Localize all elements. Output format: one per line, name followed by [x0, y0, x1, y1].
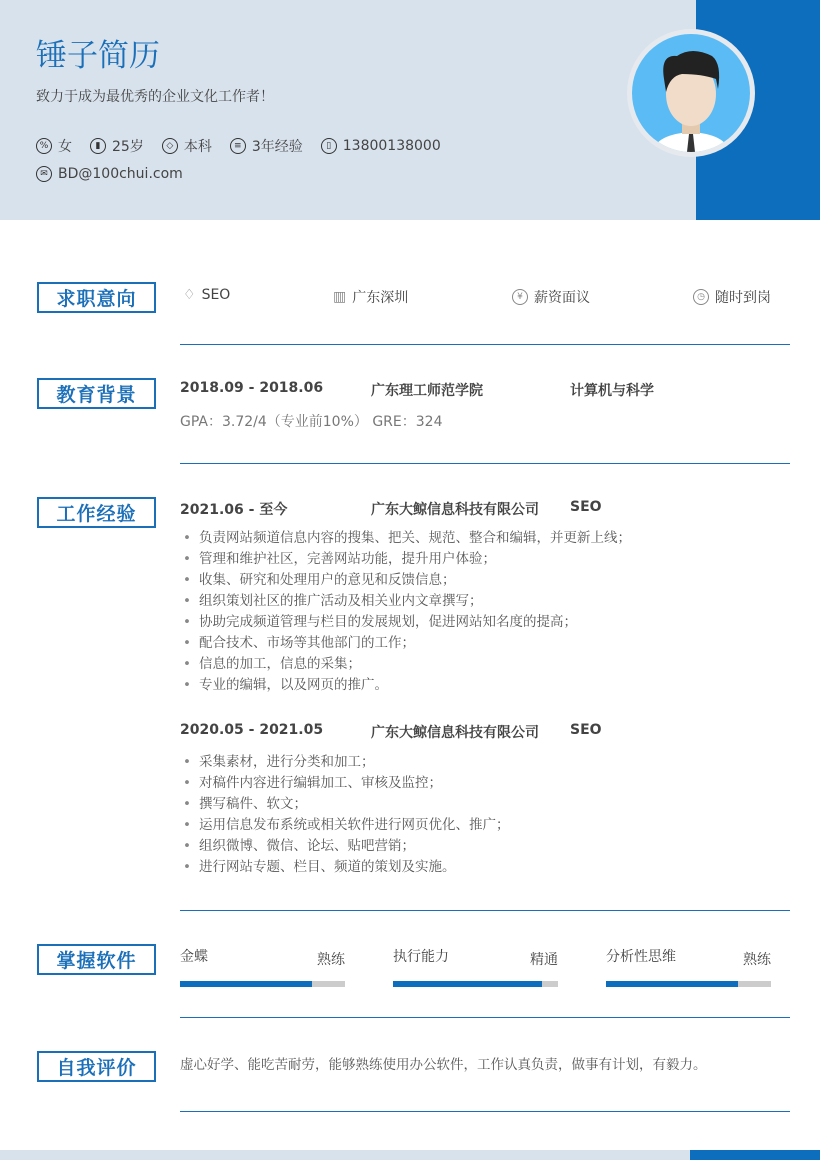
- skill-level: 熟练: [317, 952, 345, 968]
- job-duties: [183, 528, 631, 696]
- building-icon: ▥: [333, 289, 347, 305]
- duty-item: • 采集素材，进行分类和加工；: [183, 752, 509, 773]
- duty-item: • 组织微博、微信、论坛、贴吧营销；: [183, 836, 509, 857]
- intent-text: SEO: [201, 287, 231, 303]
- avatar: [627, 29, 755, 157]
- duty-item: • 信息的加工，信息的采集；: [183, 654, 631, 675]
- intent-text: 随时到岗: [715, 290, 771, 306]
- duty-item: • 进行网站专题、栏目、频道的策划及实施。: [183, 857, 509, 878]
- divider: [180, 910, 790, 911]
- intent-position: [183, 287, 230, 303]
- skill-item: [180, 946, 345, 987]
- duty-item: • 组织策划社区的推广活动及相关业内文章撰写；: [183, 591, 631, 612]
- section-title-self: 自我评价: [37, 1051, 156, 1082]
- divider: [180, 344, 790, 345]
- skill-bar: [606, 981, 771, 987]
- skill-item: [606, 946, 771, 987]
- education-major: 计算机与科学: [570, 383, 654, 399]
- skill-name: 分析性思维: [606, 949, 676, 965]
- skill-level: 精通: [530, 952, 558, 968]
- info-experience: [230, 136, 303, 156]
- job-date: 2021.06 - 至今: [180, 502, 288, 518]
- info-text: 本科: [183, 139, 212, 155]
- divider: [180, 463, 790, 464]
- skill-bar: [180, 981, 345, 987]
- email-icon: ✉: [36, 166, 52, 182]
- education-detail: GPA：3.72/4（专业前10%） GRE：324: [180, 414, 443, 430]
- intent-text: 薪资面议: [534, 290, 590, 306]
- duty-item: • 对稿件内容进行编辑加工、审核及监控；: [183, 773, 509, 794]
- duty-item: • 撰写稿件、软文；: [183, 794, 509, 815]
- yen-icon: ¥: [512, 289, 528, 305]
- job-duties: [183, 752, 509, 878]
- job-role: SEO: [570, 722, 602, 738]
- intent-text: 广东深圳: [352, 290, 409, 306]
- resume-name: 锤子简历: [36, 38, 160, 74]
- duty-item: • 专业的编辑，以及网页的推广。: [183, 675, 631, 696]
- info-gender: [36, 136, 72, 156]
- skill-bar: [393, 981, 558, 987]
- intent-location: [333, 287, 408, 307]
- info-education: [162, 136, 212, 156]
- skill-name: 执行能力: [393, 949, 449, 965]
- info-phone: [321, 136, 441, 156]
- intent-salary: [512, 287, 590, 307]
- avatar-illustration: [632, 34, 750, 152]
- job-role: SEO: [570, 499, 602, 515]
- info-text: 13800138000: [342, 138, 441, 154]
- skill-bar-fill: [606, 981, 738, 987]
- personal-info: [36, 136, 441, 156]
- duty-item: • 运用信息发布系统或相关软件进行网页优化、推广；: [183, 815, 509, 836]
- divider: [180, 1111, 790, 1112]
- education-school: 广东理工师范学院: [371, 383, 483, 399]
- job-date: 2020.05 - 2021.05: [180, 722, 324, 738]
- duty-item: • 收集、研究和处理用户的意见和反馈信息；: [183, 570, 631, 591]
- section-title-work: 工作经验: [37, 497, 156, 528]
- info-text: 3年经验: [251, 139, 303, 155]
- gender-icon: %: [36, 138, 52, 154]
- info-age: [90, 136, 144, 156]
- age-icon: ▮: [90, 138, 106, 154]
- experience-icon: ≡: [230, 138, 246, 154]
- info-email: [36, 166, 183, 182]
- info-text: 女: [58, 139, 72, 155]
- job-company: 广东大鲸信息科技有限公司: [371, 725, 539, 741]
- email-text: BD@100chui.com: [58, 166, 183, 182]
- section-title-intent: 求职意向: [37, 282, 156, 313]
- skill-bar-fill: [393, 981, 542, 987]
- motto: 致力于成为最优秀的企业文化工作者！: [36, 89, 274, 105]
- intent-availability: [693, 287, 771, 307]
- job-company: 广东大鲸信息科技有限公司: [371, 502, 539, 518]
- skill-name: 金蝶: [180, 949, 208, 965]
- self-evaluation: 虚心好学、能吃苦耐劳，能够熟练使用办公软件，工作认真负责，做事有计划，有毅力。: [180, 1057, 707, 1073]
- duty-item: • 负责网站频道信息内容的搜集、把关、规范、整合和编辑，并更新上线；: [183, 528, 631, 549]
- education-date: 2018.09 - 2018.06: [180, 380, 324, 396]
- divider: [180, 1017, 790, 1018]
- duty-item: • 管理和维护社区，完善网站功能，提升用户体验；: [183, 549, 631, 570]
- skill-level: 熟练: [743, 952, 771, 968]
- skills-list: [180, 946, 771, 987]
- info-text: 25岁: [112, 139, 144, 155]
- tie-icon: ♢: [183, 287, 196, 303]
- skill-bar-fill: [180, 981, 312, 987]
- phone-icon: ▯: [321, 138, 337, 154]
- footer-accent: [690, 1150, 820, 1160]
- section-title-skills: 掌握软件: [37, 944, 156, 975]
- duty-item: • 协助完成频道管理与栏目的发展规划，促进网站知名度的提高；: [183, 612, 631, 633]
- education-icon: ◇: [162, 138, 178, 154]
- skill-item: [393, 946, 558, 987]
- duty-item: • 配合技术、市场等其他部门的工作；: [183, 633, 631, 654]
- section-title-education: 教育背景: [37, 378, 156, 409]
- clock-icon: ◷: [693, 289, 709, 305]
